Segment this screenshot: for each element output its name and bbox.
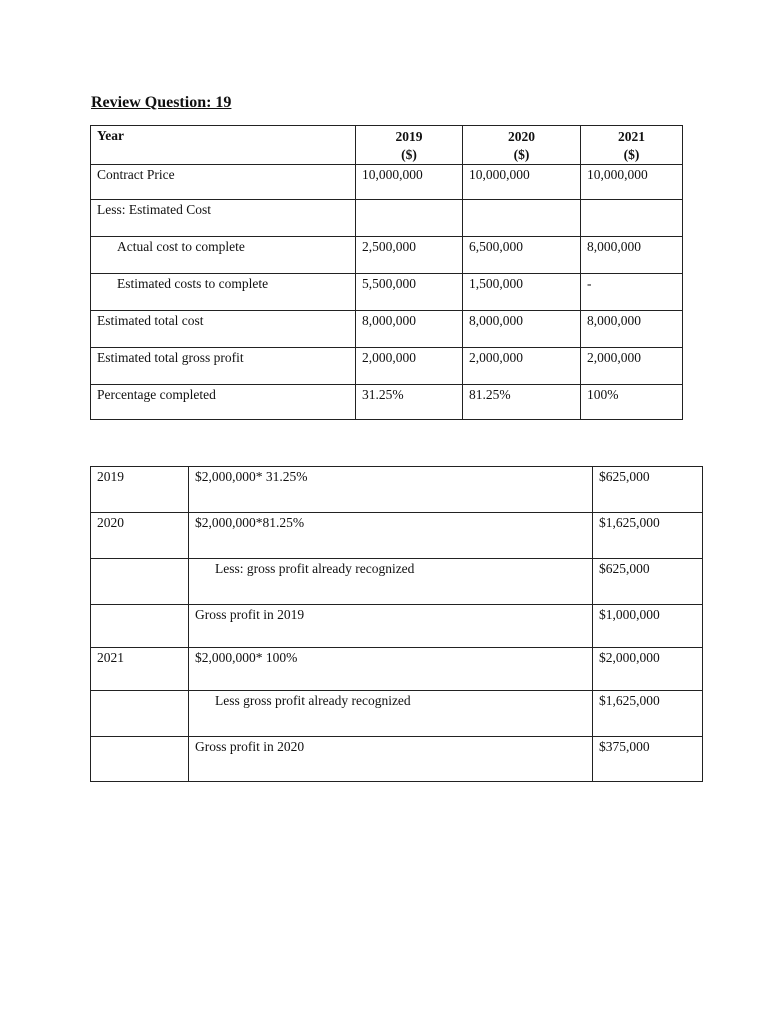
cell-value [463,200,581,237]
row-year: 2020 [91,513,189,559]
year-2019-header [356,126,463,165]
cell-value: 8,000,000 [581,237,683,274]
cell-value [581,200,683,237]
year-2021-header [581,126,683,165]
row-label: Percentage completed [91,385,356,420]
year-2020-header [463,126,581,165]
row-label: Estimated total cost [91,311,356,348]
row-label: Actual cost to complete [91,237,356,274]
construction-contract-table [90,125,683,420]
row-amount: $625,000 [593,559,703,605]
table-header-row [91,126,683,165]
row-description: Gross profit in 2020 [189,737,593,782]
cell-value: 8,000,000 [581,311,683,348]
cell-value: 1,500,000 [463,274,581,311]
table-row [91,200,683,237]
row-description: $2,000,000* 31.25% [189,467,593,513]
row-description: Less: gross profit already recognized [189,559,593,605]
row-year [91,559,189,605]
row-description: $2,000,000*81.25% [189,513,593,559]
table-row [91,648,703,691]
cell-value: 81.25% [463,385,581,420]
year-2019-label: 2019 [395,129,423,144]
row-description: $2,000,000* 100% [189,648,593,691]
row-label: Estimated total gross profit [91,348,356,385]
cell-value: 5,500,000 [356,274,463,311]
cell-value: 10,000,000 [356,165,463,200]
row-amount: $1,000,000 [593,605,703,648]
row-label: Estimated costs to complete [91,274,356,311]
row-description: Gross profit in 2019 [189,605,593,648]
year-2021-label: 2021 [618,129,645,144]
row-amount: $375,000 [593,737,703,782]
year-2020-label: 2020 [508,129,535,144]
cell-value: 8,000,000 [356,311,463,348]
table-row [91,605,703,648]
cell-value: 2,500,000 [356,237,463,274]
cell-value: 2,000,000 [356,348,463,385]
table-row [91,513,703,559]
cell-value: 31.25% [356,385,463,420]
cell-value: 10,000,000 [463,165,581,200]
table-row [91,311,683,348]
table-row [91,348,683,385]
year-header: Year [91,126,356,165]
cell-value: 2,000,000 [581,348,683,385]
row-amount: $1,625,000 [593,513,703,559]
table-row [91,274,683,311]
table-row [91,559,703,605]
row-amount: $2,000,000 [593,648,703,691]
year-2019-unit: ($) [401,147,417,162]
row-year: 2019 [91,467,189,513]
cell-value: 2,000,000 [463,348,581,385]
row-label: Less: Estimated Cost [91,200,356,237]
table-row [91,237,683,274]
table-row [91,737,703,782]
row-year [91,605,189,648]
row-year: 2021 [91,648,189,691]
table-row [91,385,683,420]
row-amount: $625,000 [593,467,703,513]
cell-value: 10,000,000 [581,165,683,200]
row-description: Less gross profit already recognized [189,691,593,737]
gross-profit-calculation-table [90,466,703,782]
page-title: Review Question: 19 [91,94,232,111]
cell-value: 8,000,000 [463,311,581,348]
cell-value: 6,500,000 [463,237,581,274]
row-amount: $1,625,000 [593,691,703,737]
table-row [91,691,703,737]
table-row [91,165,683,200]
cell-value: 100% [581,385,683,420]
row-label: Contract Price [91,165,356,200]
cell-value [356,200,463,237]
row-year [91,691,189,737]
cell-value: - [581,274,683,311]
year-2021-unit: ($) [623,147,640,162]
table-row [91,467,703,513]
year-2020-unit: ($) [513,147,530,162]
row-year [91,737,189,782]
